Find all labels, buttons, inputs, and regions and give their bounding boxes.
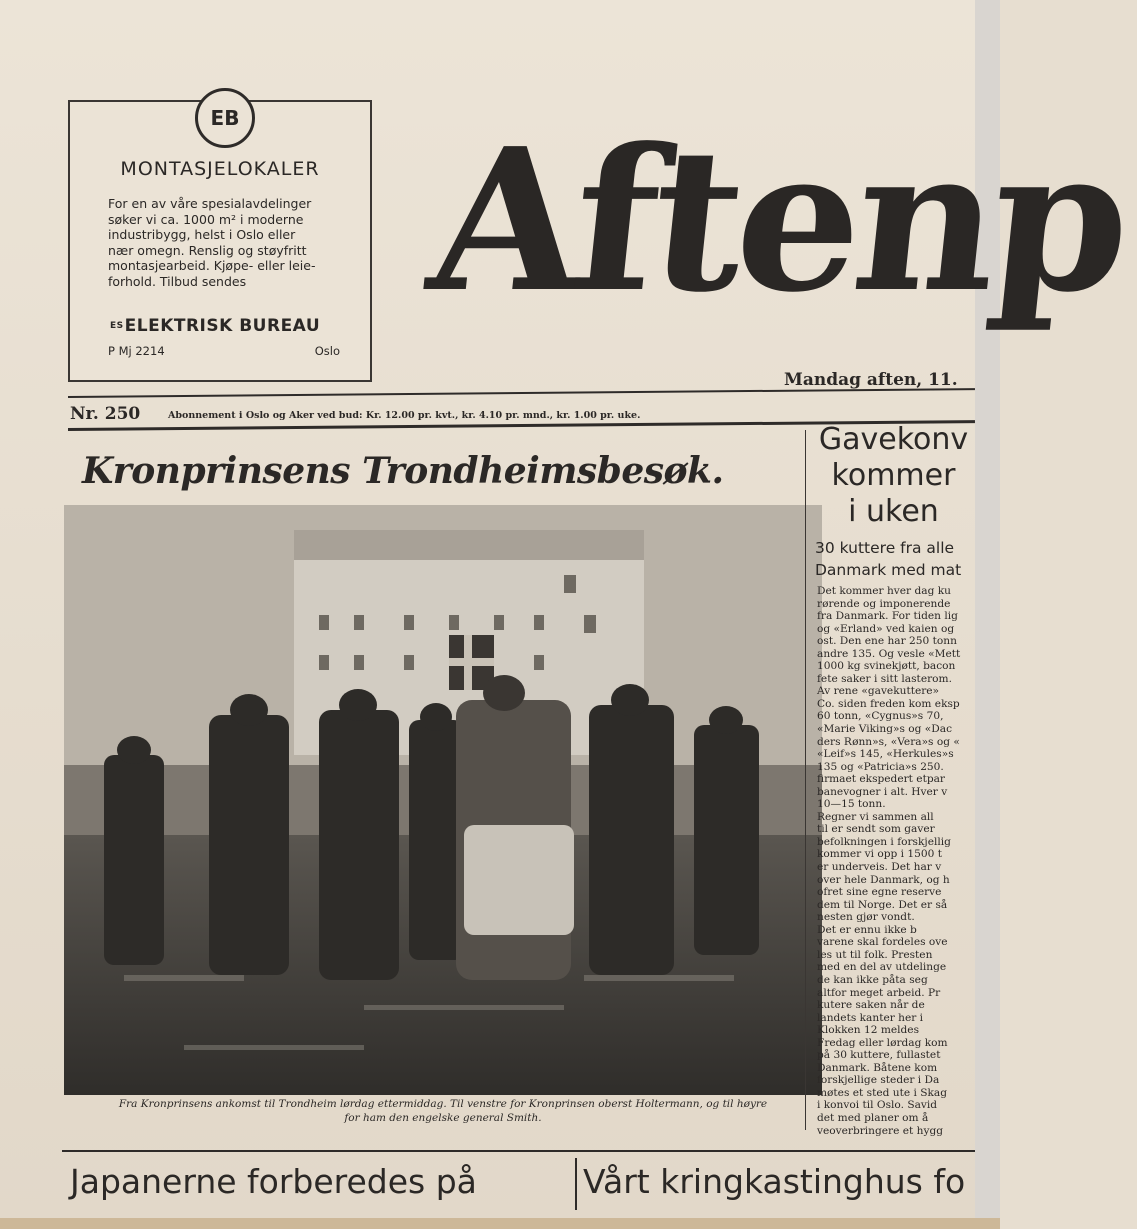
side-article-line: kommer vi opp i 1500 t xyxy=(817,848,942,861)
company-logo-icon: EB xyxy=(195,88,255,148)
side-article-line: Av rene «gavekuttere» xyxy=(817,685,940,698)
caption-line: for ham den engelske general Smith. xyxy=(344,1112,542,1124)
side-subheadline-line: 30 kuttere fra alle xyxy=(815,539,955,557)
side-article-line: 1000 kg svinekjøtt, bacon xyxy=(817,660,956,673)
side-article-line: Fredag eller lørdag kom xyxy=(817,1036,948,1049)
side-headline-line: kommer xyxy=(831,458,956,493)
side-article-line: les ut til folk. Presten xyxy=(817,948,933,961)
side-headline-line: Gavekonv xyxy=(818,422,969,457)
side-article-line: til er sendt som gaver xyxy=(817,823,935,836)
side-article-line: på 30 kuttere, fullastet xyxy=(817,1049,941,1062)
news-photo xyxy=(64,505,822,1095)
side-article-line: og «Erland» ved kaien og xyxy=(817,622,955,635)
side-article-line: dem til Norge. Det er så xyxy=(817,898,948,911)
side-article-line: Regner vi sammen all xyxy=(817,810,934,823)
side-article-line: i konvoi til Oslo. Savid xyxy=(817,1099,938,1112)
side-article-line: altfor meget arbeid. Pr xyxy=(817,986,941,999)
side-article-line: firmaet ekspedert etpar xyxy=(817,773,945,786)
side-article-line: fete saker i sitt lasterom. xyxy=(817,672,952,685)
side-article-line: ders Rønn»s, «Vera»s og « xyxy=(817,735,960,748)
side-article-line: landets kanter her i xyxy=(817,1011,924,1024)
side-article-line: varene skal fordeles ove xyxy=(817,936,948,949)
side-article-line: 135 og «Patricia»s 250. xyxy=(817,760,944,773)
side-article-line: med en del av utdelinge xyxy=(817,961,947,974)
dateline: Mandag aften, 11. xyxy=(784,370,958,390)
bottom-column-rule xyxy=(575,1158,577,1210)
side-headline xyxy=(812,422,975,530)
column-rule xyxy=(805,430,806,1130)
side-article-line: er underveis. Det har v xyxy=(817,861,942,874)
masthead-title: Aftenp xyxy=(419,106,1136,336)
page-bottom-edge xyxy=(0,1218,1000,1229)
side-article-line: over hele Danmark, og h xyxy=(817,873,950,886)
side-article-line: befolkningen i forskjellig xyxy=(817,835,951,848)
ad-body-line: For en av våre spesialavdelinger xyxy=(108,196,312,211)
side-article-line: veoverbringere et hygg xyxy=(817,1124,944,1137)
side-article-line: 60 tonn, «Cygnus»s 70, xyxy=(817,710,944,723)
side-article-line: nesten gjør vondt. xyxy=(817,911,915,924)
side-headline-line: i uken xyxy=(848,494,939,529)
ad-company xyxy=(110,316,350,336)
side-article-line: Klokken 12 meldes xyxy=(817,1024,920,1037)
side-article-line: ost. Den ene har 250 tonn xyxy=(817,635,957,648)
side-article-line: «Leif»s 145, «Herkules»s xyxy=(817,748,954,761)
photo-scene xyxy=(64,505,822,1095)
ad-body xyxy=(108,196,348,289)
bottom-headline-left: Japanerne forberedes på xyxy=(70,1162,477,1201)
ad-body-line: forhold. Tilbud sendes xyxy=(108,273,247,289)
photo-caption xyxy=(62,1097,824,1125)
side-subheadline-line: Danmark med mat xyxy=(815,561,962,579)
company-mark-icon: ES xyxy=(110,321,124,331)
issue-number: Nr. 250 xyxy=(70,404,141,424)
side-article-line: kutere saken når de xyxy=(817,999,925,1012)
side-article-line: Co. siden freden kom eksp xyxy=(817,697,960,710)
ad-body-line: søker vi ca. 1000 m² i moderne xyxy=(108,211,304,227)
subscription-info: Abonnement i Oslo og Aker ved bud: Kr. 12.00 pr. kvt., kr. 4.10 pr. mnd., kr. 1.00 pr. uke. xyxy=(168,410,641,421)
main-headline: Kronprinsens Trondheimsbesøk. xyxy=(82,450,724,492)
masthead-area xyxy=(419,96,1136,346)
side-article-line: Det er ennu ikke b xyxy=(817,923,917,936)
side-subheadline xyxy=(815,537,975,581)
side-article-line: møtes et sted ute i Skag xyxy=(817,1086,948,1099)
ad-company-name: ELEKTRISK BUREAU xyxy=(124,316,321,336)
ad-title: MONTASJELOKALER xyxy=(120,158,320,180)
ad-body-line: nær omegn. Renslig og støyfritt xyxy=(108,242,307,258)
side-article-line: ofret sine egne reserve xyxy=(817,886,942,899)
side-article-line: de kan ikke påta seg xyxy=(817,973,928,986)
rule-bottom-section xyxy=(62,1150,975,1152)
ad-body-line: montasjearbeid. Kjøpe- eller leie- xyxy=(108,258,316,273)
bottom-headline-right: Vårt kringkastinghus fo xyxy=(583,1162,966,1201)
side-article-line: andre 135. Og vesle «Mett xyxy=(817,647,961,660)
side-article-line: fra Danmark. For tiden lig xyxy=(817,610,958,623)
side-article-line: «Marie Viking»s og «Dac xyxy=(817,723,953,736)
ad-phone: P Mj 2214 xyxy=(108,344,165,358)
ad-body-line: industribygg, helst i Oslo eller xyxy=(108,227,296,242)
advertisement-box xyxy=(68,100,372,382)
side-article-line: rørende og imponerende xyxy=(817,597,951,610)
side-article-body xyxy=(817,585,975,1137)
side-article-line: 10—15 tonn. xyxy=(817,798,886,811)
side-article-line: banevogner i alt. Hver v xyxy=(817,785,948,798)
side-article-line: forskjellige steder i Da xyxy=(817,1074,940,1087)
side-article-line: det med planer om å xyxy=(817,1111,929,1124)
ad-city: Oslo xyxy=(314,344,340,358)
caption-line: Fra Kronprinsens ankomst til Trondheim lørdag ettermiddag. Til venstre for Kronprinsen oberst Holtermann, og til høyre xyxy=(118,1098,768,1110)
side-article-line: Det kommer hver dag ku xyxy=(817,585,951,597)
side-article-line: Danmark. Båtene kom xyxy=(817,1061,938,1074)
